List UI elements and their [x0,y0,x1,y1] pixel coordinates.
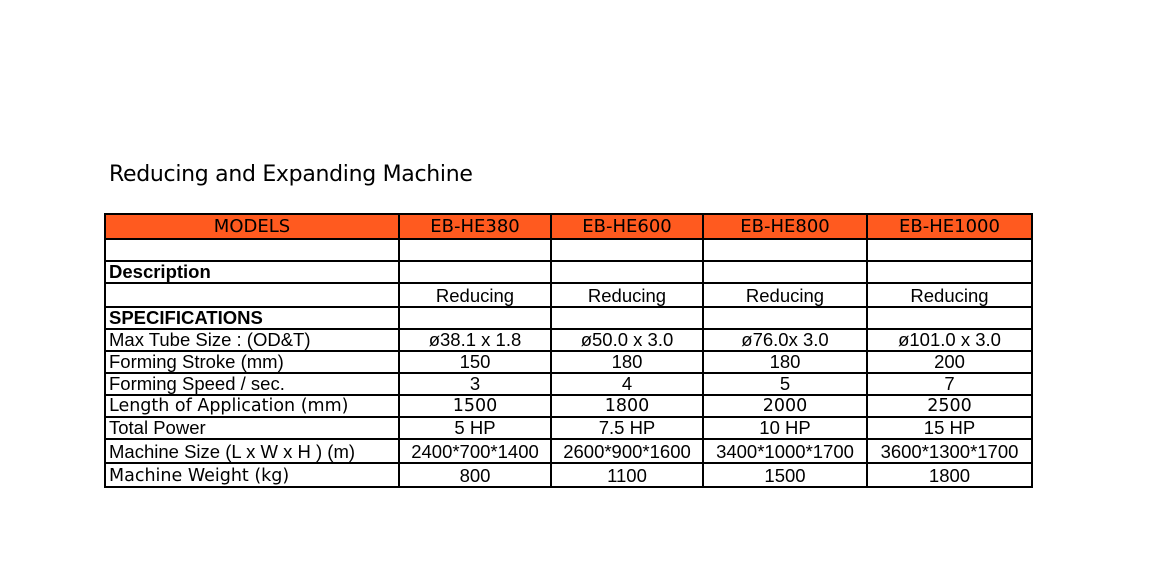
row-value: 15 HP [867,417,1032,439]
empty-cell [551,261,703,283]
row-value: 1800 [867,463,1032,487]
row-value: 180 [551,351,703,373]
specifications-label: SPECIFICATIONS [105,307,399,329]
header-cell-model: EB-HE380 [399,214,551,239]
row-value: 2600*900*1600 [551,439,703,463]
table-row-description-label [105,261,1032,283]
row-value: 5 HP [399,417,551,439]
empty-cell [551,307,703,329]
empty-cell [703,307,867,329]
empty-cell [867,239,1032,261]
empty-cell [551,239,703,261]
description-value: Reducing [867,283,1032,307]
row-value: 2400*700*1400 [399,439,551,463]
table-row-empty [105,239,1032,261]
row-value: 3400*1000*1700 [703,439,867,463]
row-label: Length of Application (mm) [105,395,399,417]
row-value: 800 [399,463,551,487]
table-row-specifications-label [105,307,1032,329]
row-value: ø38.1 x 1.8 [399,329,551,351]
row-value: 180 [703,351,867,373]
row-label: Forming Speed / sec. [105,373,399,395]
row-label: Machine Weight (kg) [105,463,399,487]
row-label: Total Power [105,417,399,439]
row-value: 5 [703,373,867,395]
row-value: ø101.0 x 3.0 [867,329,1032,351]
row-value: 150 [399,351,551,373]
header-cell-model: EB-HE800 [703,214,867,239]
empty-cell [399,307,551,329]
description-value: Reducing [399,283,551,307]
row-label: Machine Size (L x W x H ) (m) [105,439,399,463]
empty-cell [105,239,399,261]
header-cell-model: EB-HE600 [551,214,703,239]
spec-table [104,213,1033,488]
row-value: 2500 [867,395,1032,417]
row-value: 1800 [551,395,703,417]
row-value: 2000 [703,395,867,417]
empty-cell [867,307,1032,329]
table-row [105,463,1032,487]
description-value: Reducing [551,283,703,307]
table-row [105,329,1032,351]
row-value: 7 [867,373,1032,395]
row-value: ø50.0 x 3.0 [551,329,703,351]
empty-cell [105,283,399,307]
empty-cell [703,261,867,283]
row-value: 200 [867,351,1032,373]
row-value: 10 HP [703,417,867,439]
row-value: 3 [399,373,551,395]
table-row [105,439,1032,463]
description-value: Reducing [703,283,867,307]
empty-cell [399,239,551,261]
row-value: 3600*1300*1700 [867,439,1032,463]
row-value: 1500 [703,463,867,487]
row-label: Forming Stroke (mm) [105,351,399,373]
table-row [105,417,1032,439]
table-row [105,351,1032,373]
row-label: Max Tube Size : (OD&T) [105,329,399,351]
page-title: Reducing and Expanding Machine [109,162,473,187]
row-value: 1100 [551,463,703,487]
table-row [105,373,1032,395]
empty-cell [703,239,867,261]
table-row-description [105,283,1032,307]
empty-cell [399,261,551,283]
row-value: 4 [551,373,703,395]
row-value: ø76.0x 3.0 [703,329,867,351]
header-cell-model: EB-HE1000 [867,214,1032,239]
table-row [105,395,1032,417]
row-value: 1500 [399,395,551,417]
table-header-row [105,214,1032,239]
row-value: 7.5 HP [551,417,703,439]
empty-cell [867,261,1032,283]
header-cell-models: MODELS [105,214,399,239]
description-label: Description [105,261,399,283]
